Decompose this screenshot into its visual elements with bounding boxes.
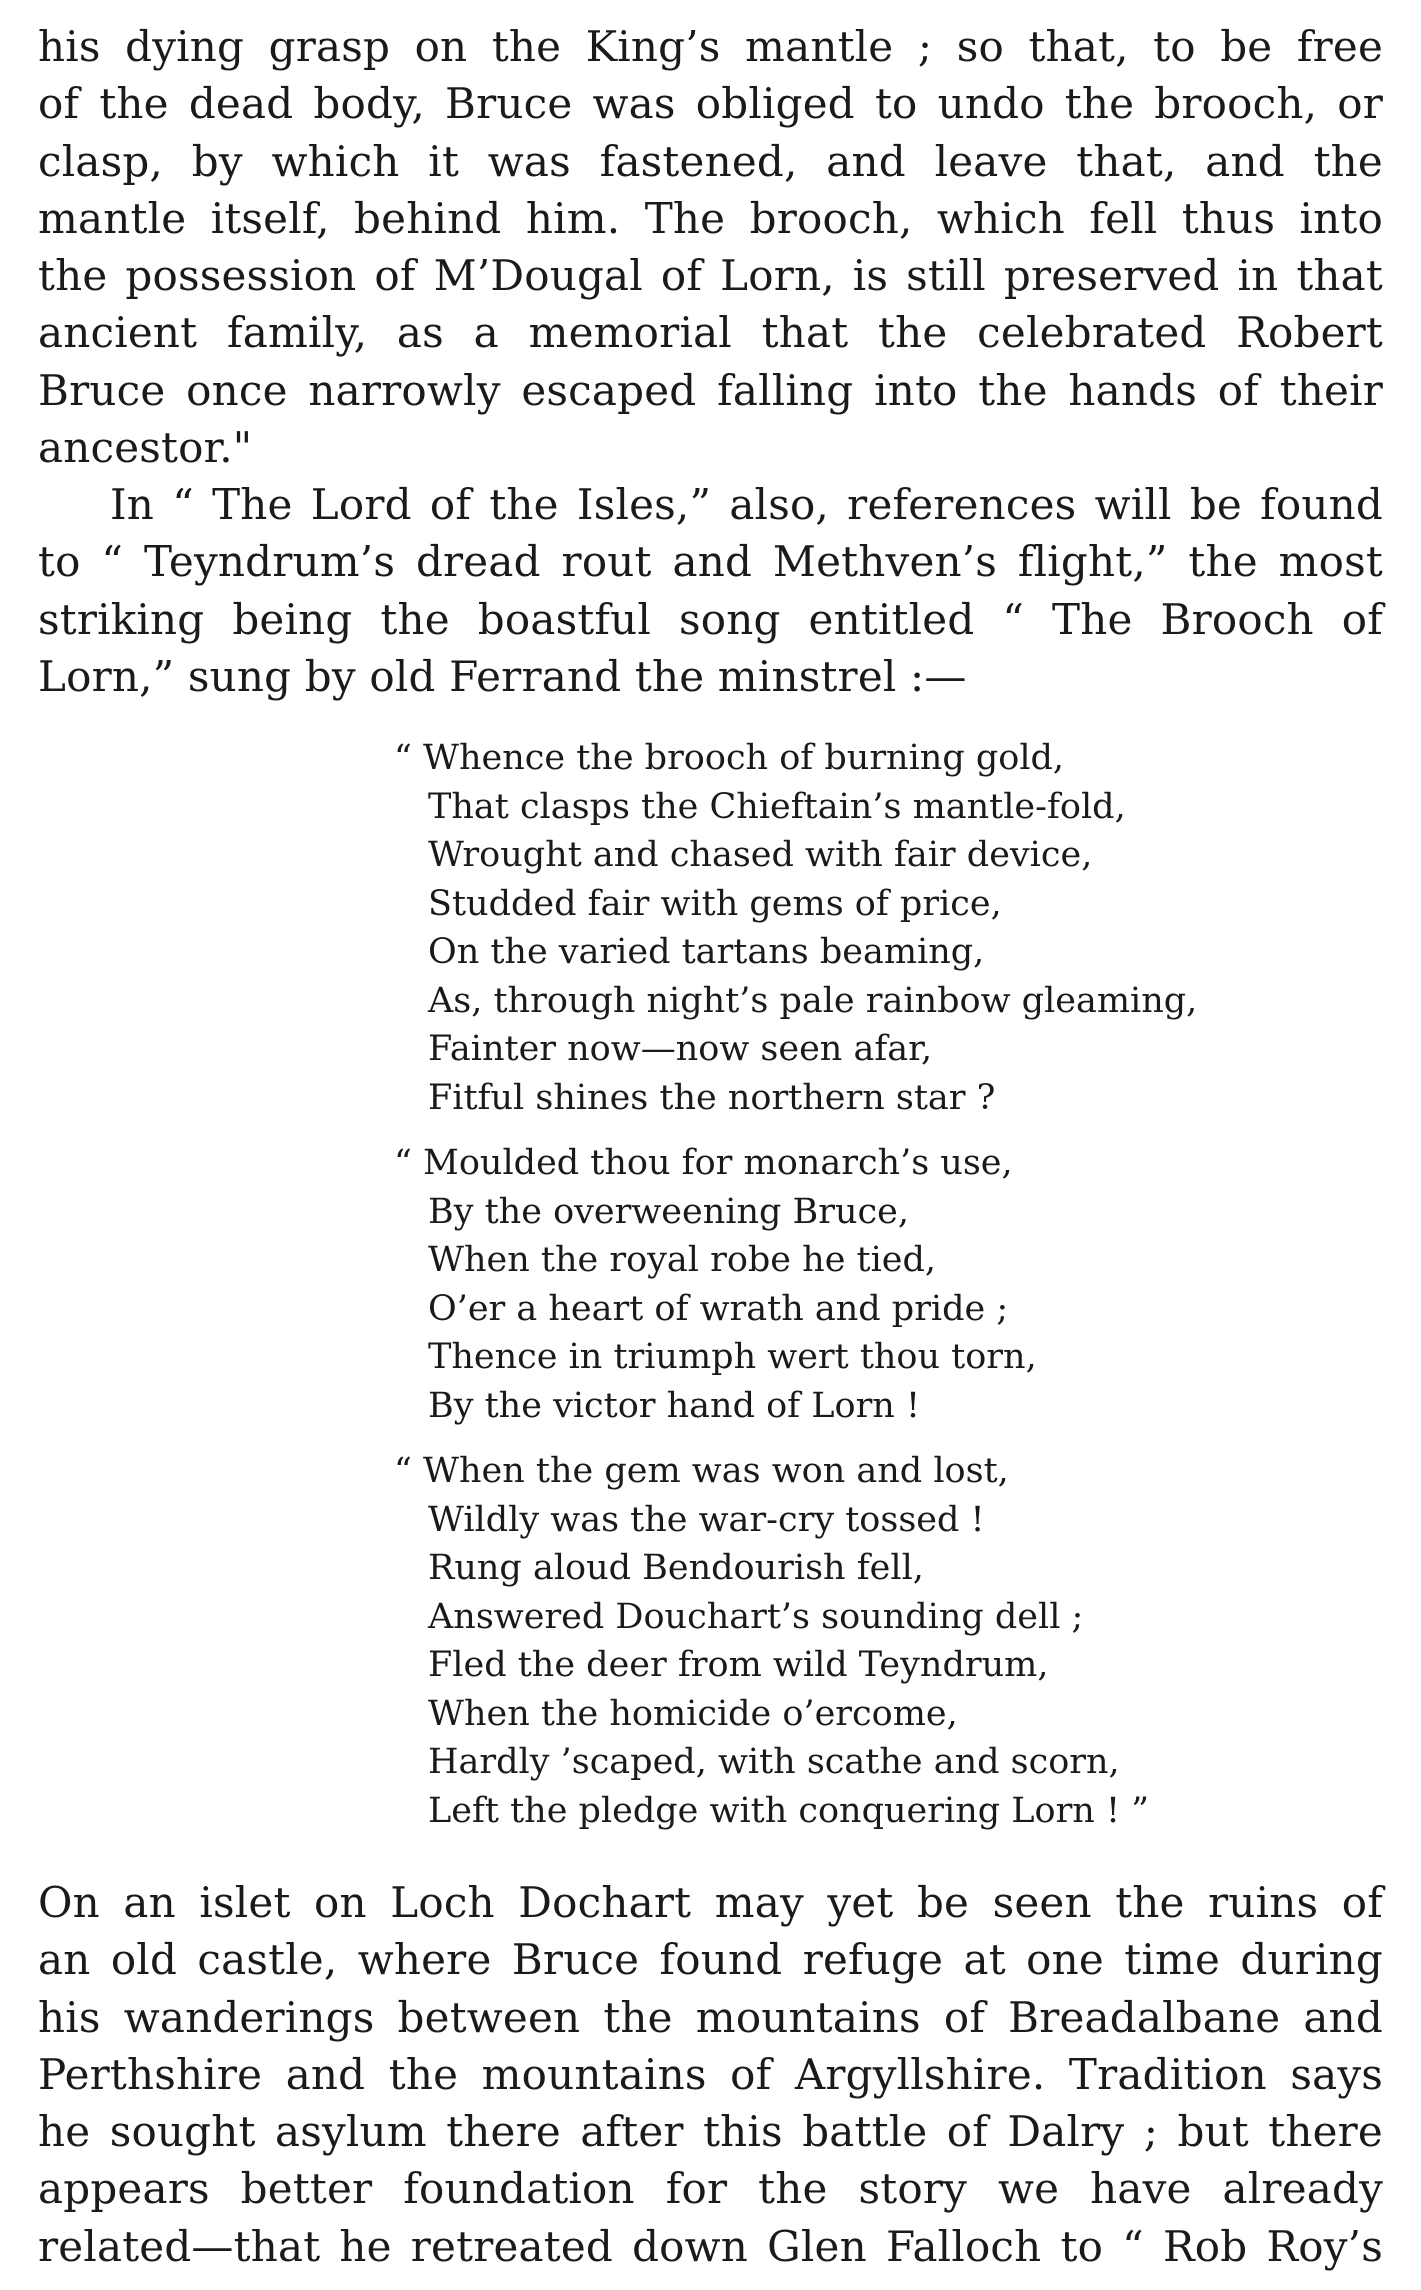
text-line: Bruce once narrowly escaped falling into the hands of their: [38, 365, 1383, 415]
poem-stanza-1: [394, 734, 1294, 1122]
poem-line: When the homicide o’ercome,: [428, 1693, 958, 1734]
poem-line: Fled the deer from wild Teyndrum,: [428, 1645, 1049, 1685]
poem-line: Fainter now—now seen afar,: [428, 1029, 933, 1069]
text-line: to “ Teyndrum’s dread rout and Methven’s flight,” the most: [38, 537, 1383, 587]
poem-line: “ When the gem was won and lost,: [394, 1451, 1009, 1491]
poem-line: When the royal robe he tied,: [428, 1240, 937, 1280]
poem-line: O’er a heart of wrath and pride ;: [428, 1288, 1009, 1329]
poem-line: Studded fair with gems of price,: [428, 883, 1002, 924]
poem-line: Answered Douchart’s sounding dell ;: [428, 1596, 1084, 1637]
poem-line: Fitful shines the northern star ?: [428, 1077, 996, 1118]
poem-line: Hardly ’scaped, with scathe and scorn,: [428, 1742, 1120, 1782]
poem-brooch-of-lorn: [394, 734, 1294, 1852]
text-line: In “ The Lord of the Isles,” also, references will be found: [110, 480, 1383, 529]
poem-line: “ Whence the brooch of burning gold,: [394, 738, 1065, 778]
text-line: related—that he retreated down Glen Falloch to “ Rob Roy’s: [38, 2221, 1383, 2271]
poem-stanza-3: [394, 1447, 1294, 1835]
poem-line: Left the pledge with conquering Lorn ! ”: [428, 1790, 1150, 1831]
text-line: of the dead body, Bruce was obliged to undo the brooch, or: [38, 79, 1383, 129]
poem-line: By the overweening Bruce,: [428, 1191, 909, 1232]
text-line: mantle itself, behind him. The brooch, which fell thus into: [38, 193, 1383, 243]
text-line: ancient family, as a memorial that the celebrated Robert: [38, 308, 1383, 358]
poem-line: On the varied tartans beaming,: [428, 932, 985, 972]
poem-line: Wildly was the war-cry tossed !: [428, 1499, 985, 1540]
text-line: appears better foundation for the story we have already: [38, 2164, 1383, 2214]
poem-line: Rung aloud Bendourish fell,: [428, 1548, 924, 1588]
text-line: Lorn,” sung by old Ferrand the minstrel :—: [38, 651, 967, 701]
poem-line: As, through night’s pale rainbow gleaming,: [428, 980, 1198, 1021]
poem-line: Thence in triumph wert thou torn,: [428, 1337, 1037, 1377]
poem-line: By the victor hand of Lorn !: [428, 1385, 921, 1426]
poem-line: “ Moulded thou for monarch’s use,: [394, 1143, 1013, 1183]
paragraph-1: [38, 18, 1383, 476]
paragraph-2: [38, 476, 1383, 705]
paragraph-3: [38, 1874, 1383, 2275]
text-line: an old castle, where Bruce found refuge at one time during: [38, 1935, 1383, 1985]
poem-stanza-2: [394, 1139, 1294, 1430]
text-line: his dying grasp on the King’s mantle ; so that, to be free: [38, 22, 1383, 71]
text-line: he sought asylum there after this battle of Dalry ; but there: [38, 2107, 1383, 2157]
text-line: striking being the boastful song entitled “ The Brooch of: [38, 594, 1383, 644]
text-line: clasp, by which it was fastened, and leave that, and the: [38, 136, 1383, 186]
poem-line: Wrought and chased with fair device,: [428, 835, 1093, 875]
text-line: ancestor.": [38, 423, 253, 473]
text-line: Perthshire and the mountains of Argyllshire. Tradition says: [38, 2049, 1383, 2099]
text-line: his wanderings between the mountains of Breadalbane and: [38, 1992, 1383, 2042]
text-line: On an islet on Loch Dochart may yet be seen the ruins of: [38, 1878, 1383, 1927]
text-line: the possession of M’Dougal of Lorn, is still preserved in that: [38, 251, 1383, 301]
poem-line: That clasps the Chieftain’s mantle-fold,: [428, 786, 1126, 827]
